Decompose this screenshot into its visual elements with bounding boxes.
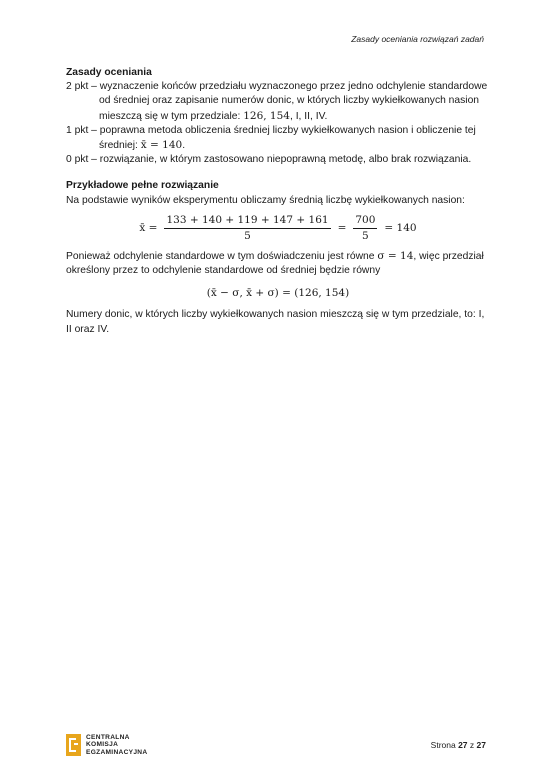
scoring-item-suffix: , I, II, IV. [289, 110, 328, 122]
sigma-value: σ = 14 [377, 249, 414, 262]
paragraph-text: , więc przedział określony przez to odchylenie standardowe od średniej będzie równy [66, 250, 484, 277]
scoring-item-0pkt [66, 153, 490, 167]
fraction-denominator: 5 [244, 229, 251, 242]
solution-intro: Na podstawie wyników eksperymentu obliczamy średnią liczbę wykiełkowanych nasion: [66, 194, 465, 206]
main-content [66, 66, 490, 337]
logo-line: EGZAMINACYJNA [86, 748, 148, 756]
std-dev-paragraph [66, 249, 490, 278]
page-prefix: Strona [430, 740, 459, 750]
scoring-item-1pkt [66, 124, 490, 153]
sum-fraction [164, 214, 330, 243]
scoring-item-text: 2 pkt – wyznaczenie końców przedziału wyznaczonego przez jedno odchylenie standardowe od średniej oraz zapisanie numerów donic, w których liczby wykiełkowanych nasion mieszczą się w tym przedziale: [66, 81, 488, 122]
running-header: Zasady oceniania rozwiązań zadań [351, 34, 484, 44]
scoring-item-text: 1 pkt – poprawna metoda obliczenia średniej liczby wykiełkowanych nasion i obliczenie tej średniej: [66, 124, 476, 152]
scoring-item-math: x̄ = 140 [140, 139, 183, 152]
total-fraction [353, 214, 377, 243]
page-sep: z [467, 740, 477, 750]
fraction-denominator: 5 [362, 229, 369, 242]
scoring-heading: Zasady oceniania [66, 67, 152, 78]
equation-rhs: = 140 [384, 222, 417, 235]
mean-equation [66, 214, 490, 243]
interval-equation: (x̄ − σ, x̄ + σ) = (126, 154) [206, 287, 350, 300]
fraction-numerator: 133 + 140 + 119 + 147 + 161 [164, 214, 330, 229]
scoring-item-text: 0 pkt – rozwiązanie, w którym zastosowano niepoprawną metodę, albo brak rozwiązania. [66, 154, 472, 166]
solution-heading: Przykładowe pełne rozwiązanie [66, 180, 219, 192]
cke-logo-icon [66, 734, 81, 756]
logo-line: CENTRALNA [86, 734, 130, 741]
page-number [431, 740, 486, 750]
fraction-numerator: 700 [353, 214, 377, 229]
page-current: 27 [458, 740, 468, 750]
scoring-item-suffix: . [182, 140, 186, 152]
paragraph-text: Ponieważ odchylenie standardowe w tym doświadczeniu jest równe [66, 250, 378, 262]
equals-sign: = [337, 222, 347, 235]
scoring-item-math: 126, 154 [243, 109, 290, 122]
cke-logo-text [86, 734, 147, 756]
cke-logo [66, 734, 147, 756]
logo-line: KOMISJA [86, 741, 119, 749]
equation-lhs: x̄ = [139, 222, 158, 235]
conclusion: Numery donic, w których liczby wykiełkowanych nasion mieszczą się w tym przedziale, to: I, II oraz IV. [66, 309, 485, 335]
scoring-item-2pkt [66, 80, 490, 124]
page-total: 27 [476, 740, 486, 750]
